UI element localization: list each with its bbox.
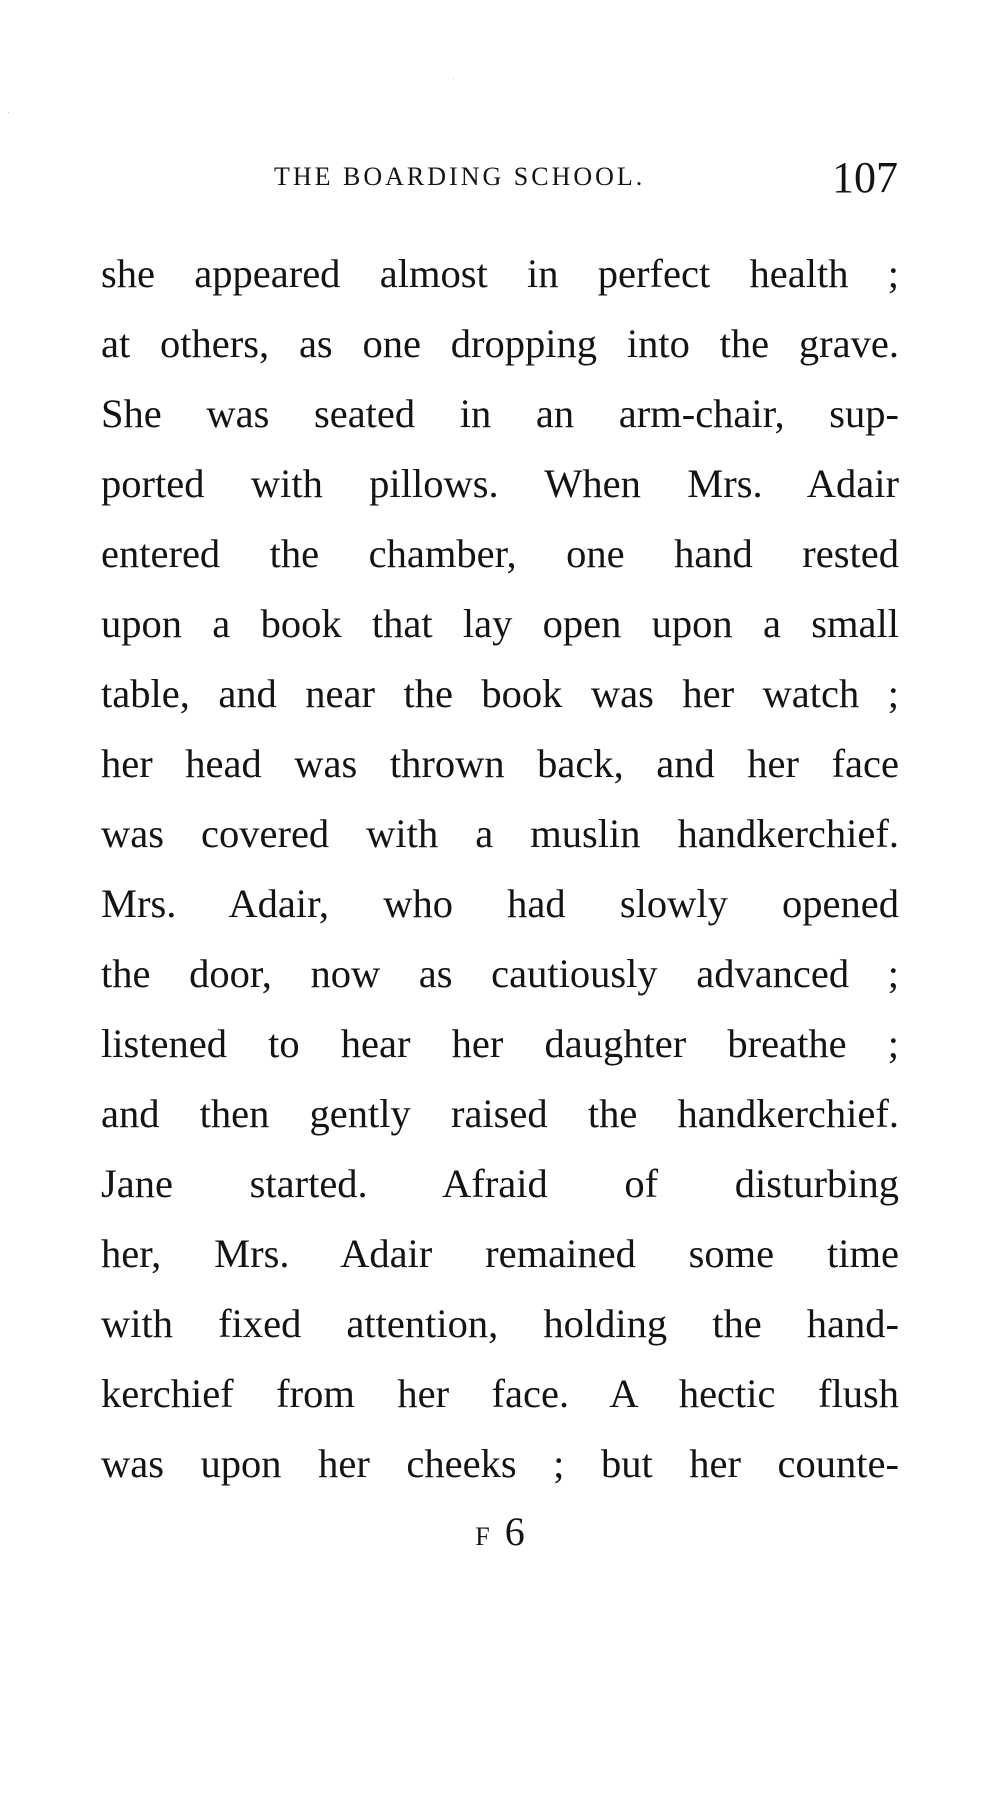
text-line: her, Mrs. Adair remained some time <box>101 1231 899 1276</box>
text-line: with fixed attention, holding the hand- <box>101 1301 899 1346</box>
text-line: ported with pillows. When Mrs. Adair <box>101 461 899 506</box>
text-line: was covered with a muslin handkerchief. <box>101 811 899 856</box>
running-head <box>100 152 900 202</box>
text-line: Mrs. Adair, who had slowly opened <box>101 881 899 926</box>
text-line: Jane started. Afraid of disturbing <box>101 1161 899 1206</box>
text-line: and then gently raised the handkerchief. <box>101 1091 899 1136</box>
body-text <box>101 246 899 1506</box>
signature-mark <box>0 1508 1000 1555</box>
paper-speck <box>453 78 454 79</box>
text-line: entered the chamber, one hand rested <box>101 531 899 576</box>
text-line: at others, as one dropping into the grave. <box>101 321 899 366</box>
text-line: was upon her cheeks ; but her counte- <box>101 1441 899 1486</box>
text-line: kerchief from her face. A hectic flush <box>101 1371 899 1416</box>
signature-number: 6 <box>504 1509 525 1554</box>
paper-speck <box>8 112 9 113</box>
page-number: 107 <box>832 153 898 202</box>
running-title: THE BOARDING SCHOOL. <box>274 162 646 191</box>
text-line: she appeared almost in perfect health ; <box>101 251 899 296</box>
text-line: upon a book that lay open upon a small <box>101 601 899 646</box>
text-line: listened to hear her daughter breathe ; <box>101 1021 899 1066</box>
text-line: the door, now as cautiously advanced ; <box>101 951 899 996</box>
signature-letter: F <box>475 1522 491 1551</box>
text-line: She was seated in an arm-chair, sup- <box>101 391 899 436</box>
text-line: table, and near the book was her watch ; <box>101 671 899 716</box>
text-line: her head was thrown back, and her face <box>101 741 899 786</box>
